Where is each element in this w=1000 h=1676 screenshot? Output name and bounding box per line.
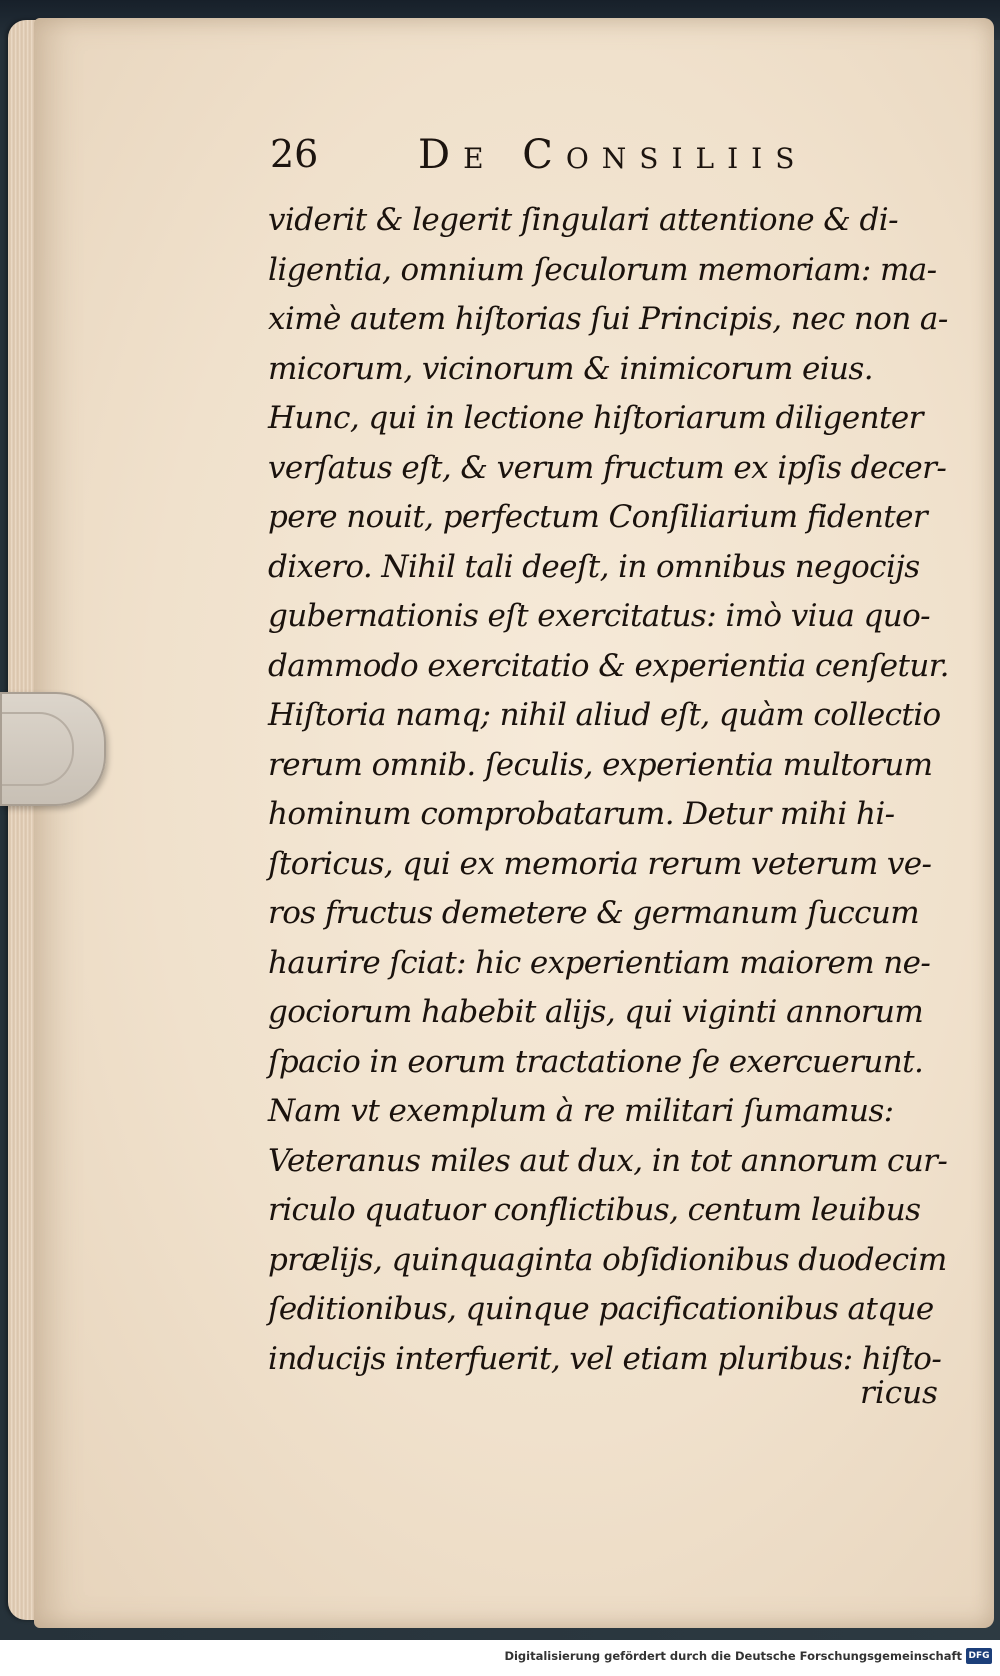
dfg-logo-icon: DFG bbox=[966, 1648, 992, 1664]
text-line: ros fructus demetere & germanum ſuccum bbox=[268, 895, 920, 931]
text-line: micorum, vicinorum & inimicorum eius. bbox=[268, 350, 873, 387]
text-line: riculo quatuor conflictibus, centum leuibus bbox=[268, 1192, 921, 1228]
text-line: viderit & legerit ſingulari attentione & di- bbox=[268, 202, 898, 238]
body-text bbox=[268, 196, 949, 1384]
running-head: De Consiliis bbox=[418, 132, 808, 178]
page-number: 26 bbox=[270, 132, 319, 176]
text-line: ſtoricus, qui ex memoria rerum veterum ve- bbox=[268, 845, 932, 882]
page-header bbox=[270, 132, 870, 188]
text-line: inducijs interfuerit, vel etiam pluribus: hiſto- bbox=[268, 1340, 942, 1377]
text-line: ligentia, omnium ſeculorum memoriam: ma- bbox=[268, 251, 937, 288]
text-line: dixero. Nihil tali deeſt, in omnibus negocijs bbox=[268, 548, 920, 585]
text-line: Hiſtoria namq; nihil aliud eſt, quàm collectio bbox=[268, 697, 941, 733]
text-line: pere nouit, perfectum Conſiliarium fidenter bbox=[268, 499, 928, 535]
text-line: Nam vt exemplum à re militari ſumamus: bbox=[268, 1093, 894, 1129]
text-line: haurire ſciat: hic experientiam maiorem ne- bbox=[268, 944, 931, 981]
text-line: dammodo exercitatio & experientia cenſetur. bbox=[268, 647, 949, 684]
text-line: prælijs, quinquaginta obſidionibus duodecim bbox=[268, 1241, 947, 1278]
text-line: Veteranus miles aut dux, in tot annorum cur- bbox=[268, 1142, 948, 1179]
text-line: verſatus eſt, & verum fructum ex ipſis decer- bbox=[268, 449, 947, 486]
catchword: ricus bbox=[860, 1375, 938, 1411]
page-clip bbox=[0, 692, 106, 806]
funding-notice: Digitalisierung gefördert durch die Deutsche Forschungsgemeinschaft bbox=[504, 1649, 962, 1663]
text-line: ſpacio in eorum tractatione ſe exercuerunt. bbox=[268, 1043, 924, 1080]
text-line: gubernationis eſt exercitatus: imò viua quo- bbox=[268, 598, 931, 634]
text-line: Hunc, qui in lectione hiſtoriarum diligenter bbox=[268, 400, 923, 436]
text-line: rerum omnib. ſeculis, experientia multorum bbox=[268, 746, 933, 783]
text-line: hominum comprobatarum. Detur mihi hi- bbox=[268, 796, 895, 832]
page-clip-loop bbox=[2, 712, 74, 786]
text-line: ſeditionibus, quinque pacificationibus atque bbox=[268, 1291, 934, 1327]
text-line: gociorum habebit alijs, qui viginti annorum bbox=[268, 994, 924, 1030]
footer-bar bbox=[0, 1640, 1000, 1676]
text-line: ximè autem hiſtorias ſui Principis, nec non a- bbox=[268, 301, 948, 337]
